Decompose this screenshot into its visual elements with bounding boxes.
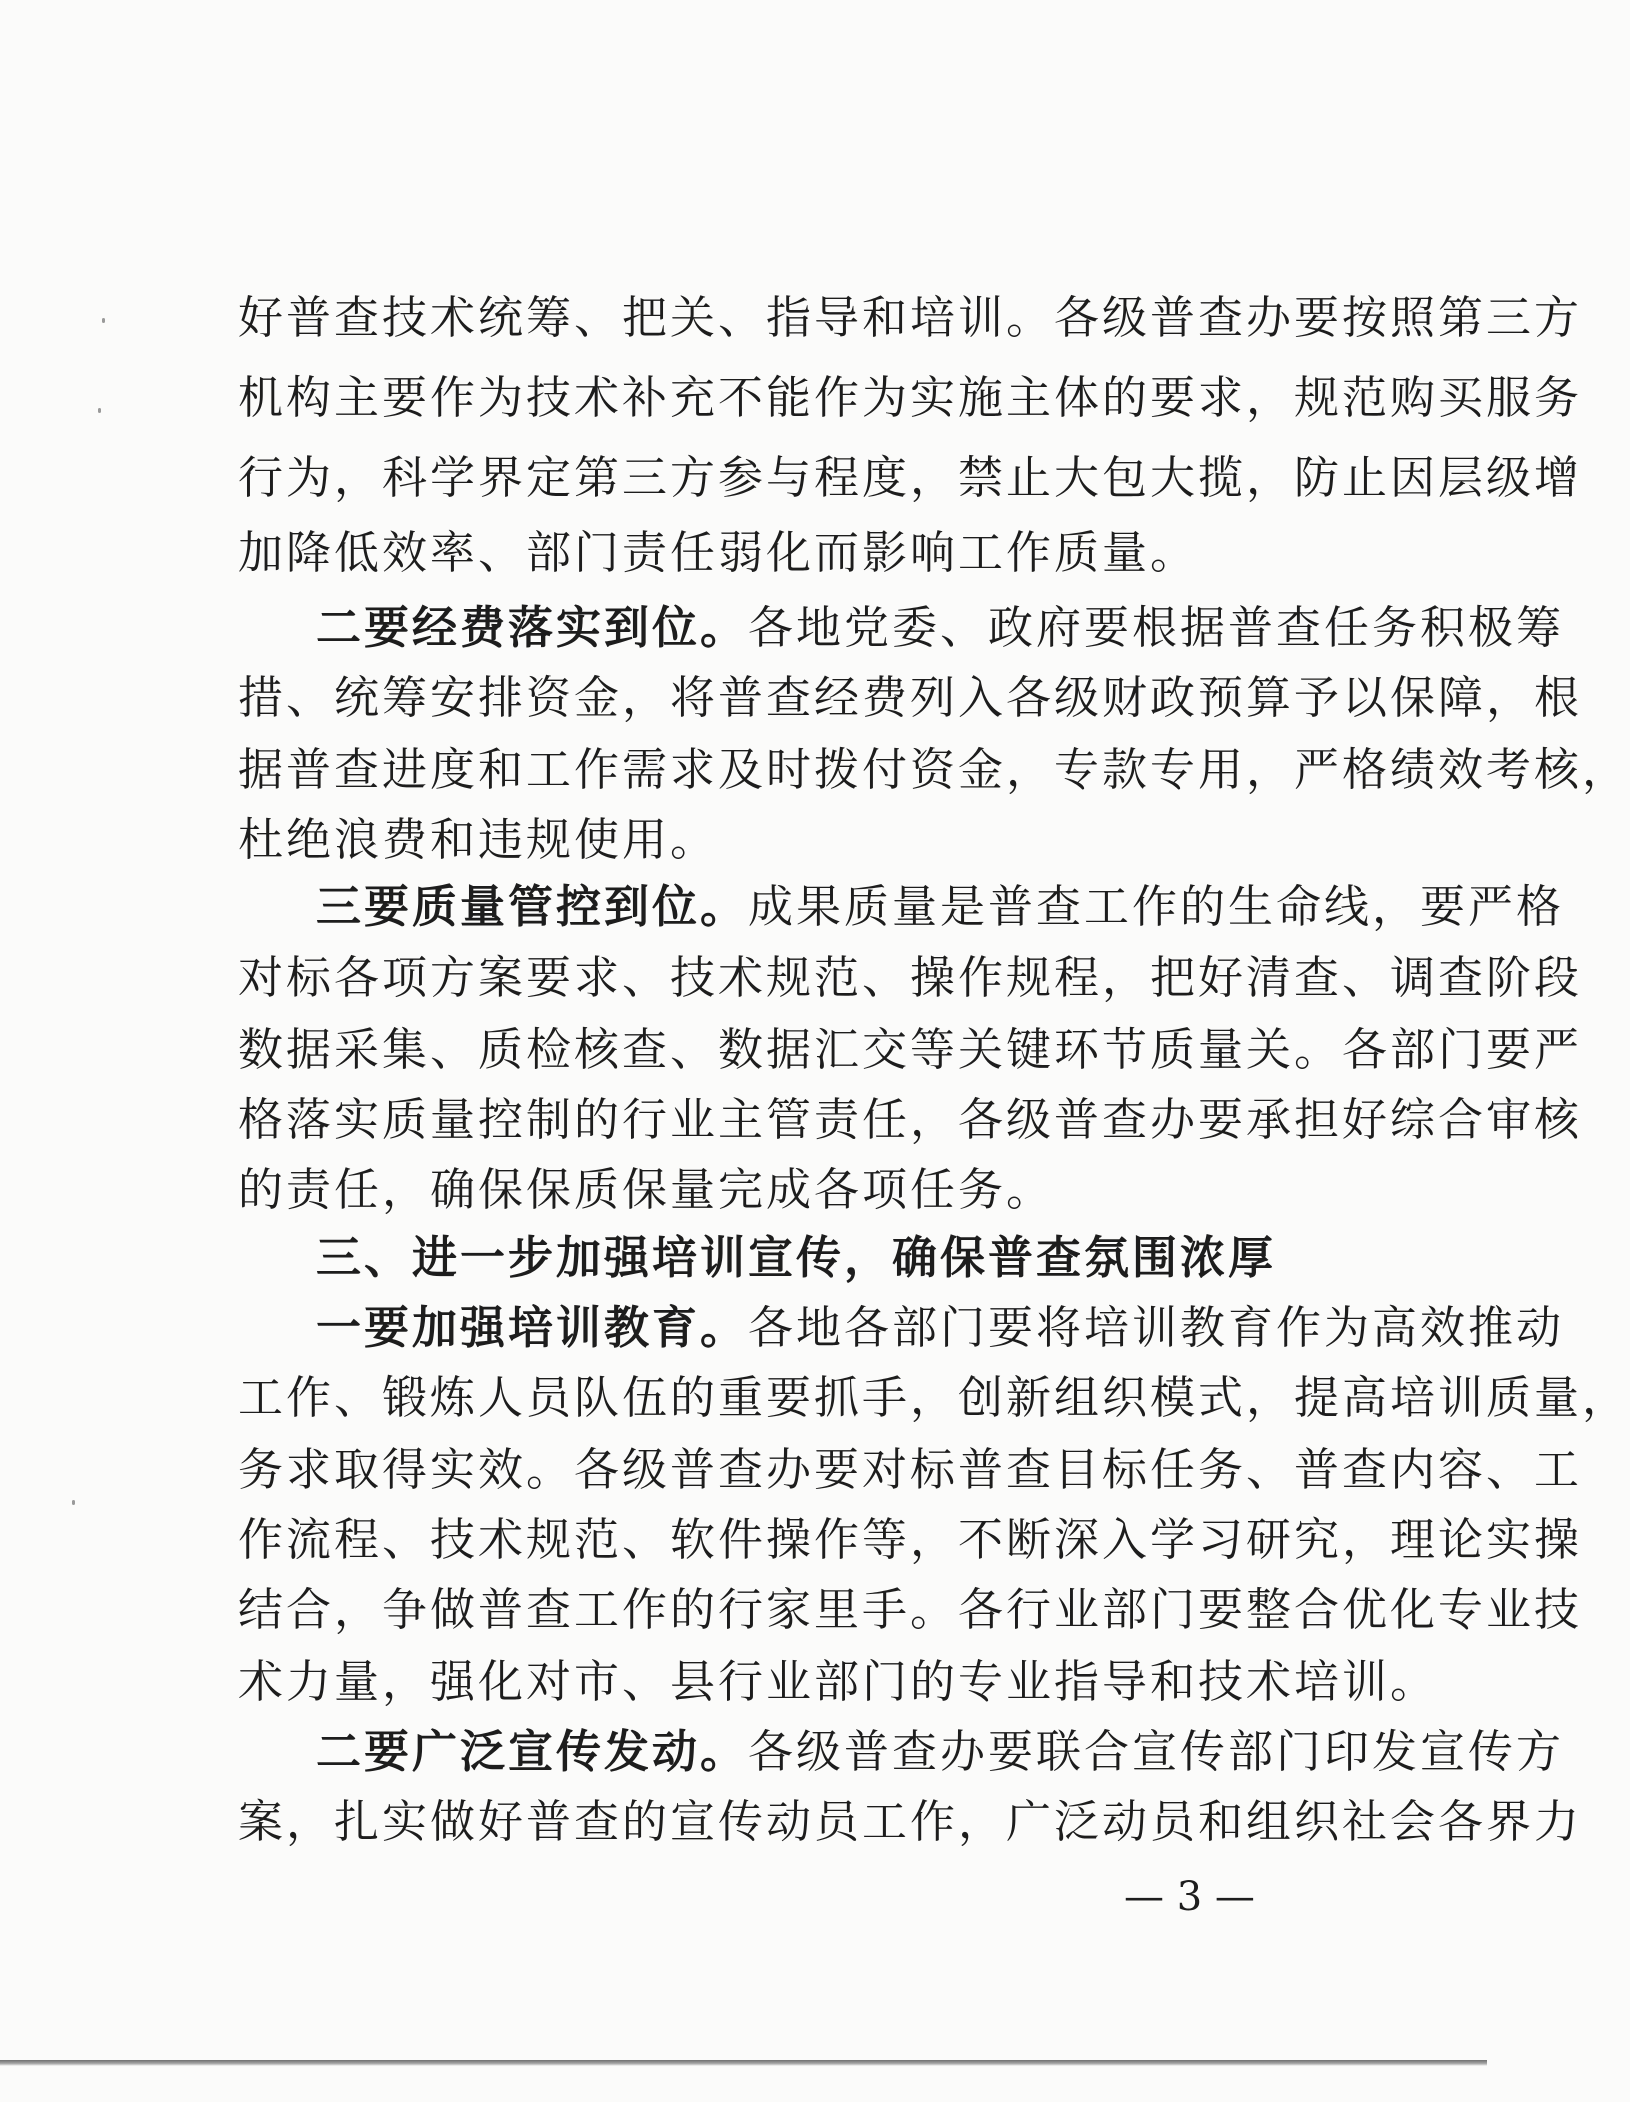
text-line: 工作、锻炼人员队伍的重要抓手，创新组织模式，提高培训质量， [238,1371,1630,1424]
scan-bottom-edge [0,2060,1487,2066]
paragraph-start: 三要质量管控到位。成果质量是普查工作的生命线，要严格 [316,880,1565,933]
page-number: — 3 — [1124,1874,1255,1920]
lead-in-bold: 二要广泛宣传发动。 [316,1725,749,1778]
text-line: 机构主要作为技术补充不能作为实施主体的要求，规范购买服务 [238,371,1583,424]
paragraph-start: 二要经费落实到位。各地党委、政府要根据普查任务积极筹 [316,601,1565,654]
text-line: 的责任，确保保质保量完成各项任务。 [238,1163,1055,1216]
text-line: 好普查技术统筹、把关、指导和培训。各级普查办要按照第三方 [238,291,1583,344]
text-line: 务求取得实效。各级普查办要对标普查目标任务、普查内容、工 [238,1443,1583,1496]
lead-in-bold: 三要质量管控到位。 [316,880,749,933]
scan-speck [72,1500,75,1505]
paragraph-start: 二要广泛宣传发动。各级普查办要联合宣传部门印发宣传方 [316,1725,1565,1778]
text-line: 行为，科学界定第三方参与程度，禁止大包大揽，防止因层级增 [238,451,1583,504]
text-line: 加降低效率、部门责任弱化而影响工作质量。 [238,526,1199,579]
scan-speck [102,318,105,323]
paragraph-start: 一要加强培训教育。各地各部门要将培训教育作为高效推动 [316,1301,1565,1354]
text-line: 数据采集、质检核查、数据汇交等关键环节质量关。各部门要严 [238,1023,1583,1076]
text-line: 术力量，强化对市、县行业部门的专业指导和技术培训。 [238,1655,1439,1708]
text-line: 案，扎实做好普查的宣传动员工作，广泛动员和组织社会各界力 [238,1795,1583,1848]
section-heading: 三、进一步加强培训宣传，确保普查氛围浓厚 [316,1231,1277,1284]
lead-in-bold: 二要经费落实到位。 [316,601,749,654]
text-line: 作流程、技术规范、软件操作等，不断深入学习研究，理论实操 [238,1513,1583,1566]
lead-in-bold: 一要加强培训教育。 [316,1301,749,1354]
text-line: 对标各项方案要求、技术规范、操作规程，把好清查、调查阶段 [238,951,1583,1004]
text-line: 杜绝浪费和违规使用。 [238,813,719,866]
text-line: 据普查进度和工作需求及时拨付资金，专款专用，严格绩效考核， [238,743,1630,796]
text-line: 措、统筹安排资金，将普查经费列入各级财政预算予以保障，根 [238,671,1583,724]
scan-speck [98,408,101,413]
text-line: 结合，争做普查工作的行家里手。各行业部门要整合优化专业技 [238,1583,1583,1636]
text-line: 格落实质量控制的行业主管责任，各级普查办要承担好综合审核 [238,1093,1583,1146]
